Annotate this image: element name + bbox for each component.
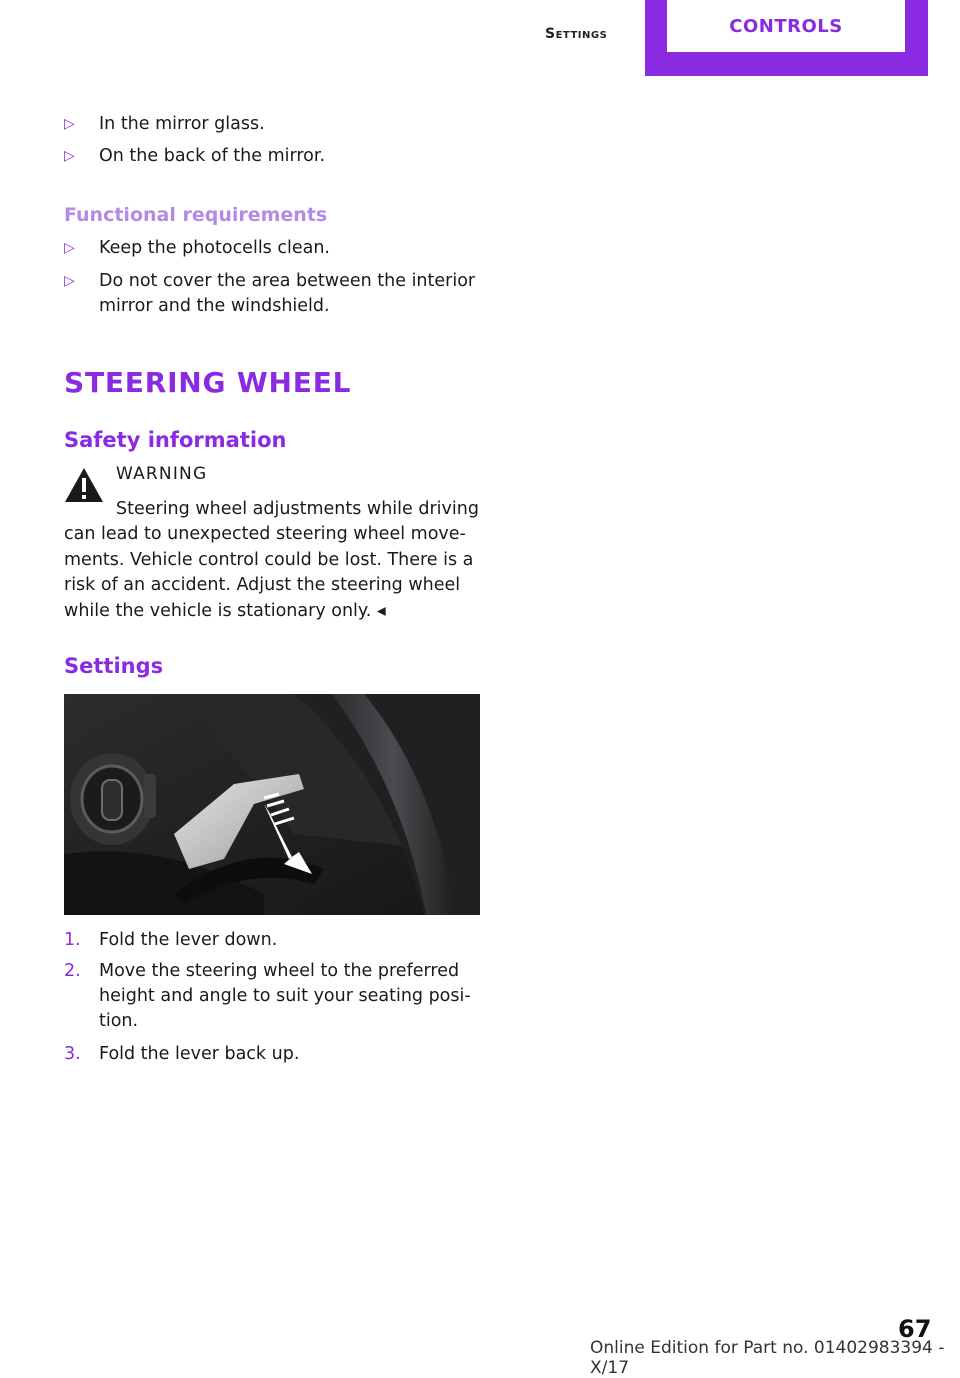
section-heading-safety-information: Safety information — [64, 428, 287, 452]
steering-lever-illustration — [64, 694, 480, 915]
header-section-title: Settings — [545, 26, 608, 42]
chapter-heading-steering-wheel: STEERING WHEEL — [64, 366, 352, 399]
chapter-tab — [645, 0, 928, 76]
section-heading-settings: Settings — [64, 654, 164, 678]
footer-edition: Online Edition for Part no. 01402983394 - X/17 — [590, 1338, 945, 1378]
section-heading-functional-requirements: Functional requirements — [64, 204, 328, 226]
warning-text-body: can lead to unexpected steering wheel move‐ ments. Vehicle control could be lost. There is a risk of an accident. Adjust the steering wheel while the vehicle is stationary only. — [64, 524, 474, 621]
triangle-right-icon: ▷ — [64, 116, 75, 132]
steering-lever-photo — [64, 694, 480, 915]
end-marker-icon: ◂ — [376, 600, 386, 621]
triangle-right-icon: ▷ — [64, 148, 75, 164]
chapter-tab-label: CONTROLS — [729, 15, 843, 37]
page-number: 67 — [898, 1315, 932, 1343]
warning-icon — [64, 466, 104, 504]
warning-text-first-line: Steering wheel adjustments while driving — [116, 499, 479, 519]
triangle-right-icon: ▷ — [64, 240, 75, 256]
warning-text — [64, 522, 484, 624]
warning-label: WARNING — [116, 464, 208, 484]
triangle-right-icon: ▷ — [64, 273, 75, 289]
